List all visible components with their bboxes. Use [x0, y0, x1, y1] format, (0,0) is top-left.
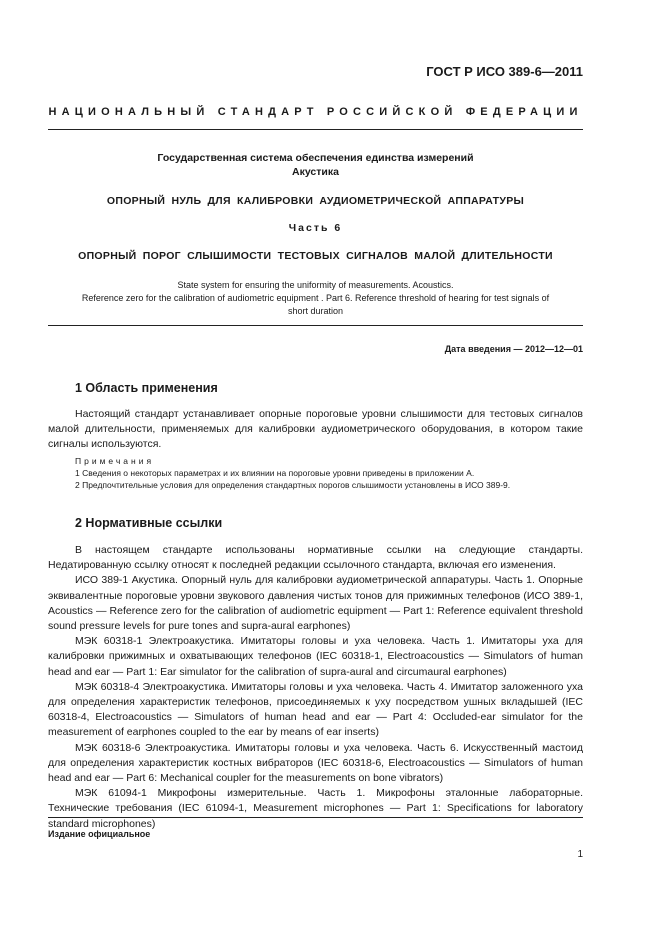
acoustics-title: Акустика — [292, 166, 339, 178]
english-title-line-2: Reference zero for the calibration of audiometric equipment . Part 6. Reference threshold of hearing for test signals of — [81, 293, 550, 303]
main-title: ОПОРНЫЙ НУЛЬ ДЛЯ КАЛИБРОВКИ АУДИОМЕТРИЧЕСКОЙ АППАРАТУРЫ — [106, 195, 525, 207]
section-1-paragraph: Настоящий стандарт устанавливает опорные пороговые уровни слышимости для тестовых сигналов малой длительности, применяемых для калибровки аудиометрического оборудования, в котором такие сигналы используются. — [48, 408, 583, 451]
notes-block — [48, 467, 583, 491]
reference-iec-61094-1: МЭК 61094-1 Микрофоны измерительные. Часть 1. Микрофоны эталонные лабораторные. Технические требования (IEC 61094-1, Measurement microphones — Part 1: Specifications for laboratory standard microphones) — [48, 787, 583, 830]
gost-number: ГОСТ Р ИСО 389-6—2011 — [426, 64, 583, 79]
part-title: Часть 6 — [288, 222, 343, 234]
footer-rule — [48, 817, 583, 818]
note-2: 2 Предпочтительные условия для определения стандартных порогов слышимости установлены в ИСО 389-9. — [75, 480, 511, 490]
reference-iso-389-1: ИСО 389-1 Акустика. Опорный нуль для калибровки аудиометрической аппаратуры. Часть 1. Опорные эквивалентные пороговые уровни звукового давления чистых тонов для прижимных телефонов (ИСО 389-1, Acoustics — Reference zero for the calibration of audiometric equipment — Part 1: Reference equivalent threshold sound pressure levels for pure tones and supra-aural earphones) — [48, 574, 583, 633]
notes-heading: Примечания — [75, 456, 155, 466]
title-rule — [48, 325, 583, 326]
system-title — [48, 151, 583, 179]
reference-iec-60318-1: МЭК 60318-1 Электроакустика. Имитаторы головы и уха человека. Часть 1. Имитаторы уха для калибровки прижимных и охватывающих телефонов (IEC 60318-1, Electroacoustics — Simulators of human head and ear — Part 1: Ear simulator for the calibration of supra-aural and circumaural earphones) — [48, 635, 583, 678]
official-edition: Издание официальное — [48, 829, 151, 839]
subtitle: ОПОРНЫЙ ПОРОГ СЛЫШИМОСТИ ТЕСТОВЫХ СИГНАЛОВ МАЛОЙ ДЛИТЕЛЬНОСТИ — [78, 250, 553, 262]
section-1-heading: 1 Область применения — [75, 381, 218, 395]
national-standard-banner: НАЦИОНАЛЬНЫЙ СТАНДАРТ РОССИЙСКОЙ ФЕДЕРАЦИИ — [48, 106, 583, 118]
english-title-line-1: State system for ensuring the uniformity of measurements. Acoustics. — [177, 280, 454, 290]
intro-date: Дата введения — 2012—12—01 — [444, 344, 583, 354]
header-rule — [48, 129, 583, 130]
english-title-line-3: short duration — [287, 306, 344, 316]
section-1-text — [48, 407, 583, 453]
note-1: 1 Сведения о некоторых параметрах и их влиянии на пороговые уровни приведены в приложении А. — [75, 468, 475, 478]
page-number: 1 — [577, 849, 583, 860]
section-2-text — [48, 543, 583, 832]
references-intro: В настоящем стандарте использованы нормативные ссылки на следующие стандарты. Недатированную ссылку относят к последней редакции ссылочного стандарта, включая его изменения. — [48, 544, 583, 572]
english-title — [48, 279, 583, 318]
section-2-heading: 2 Нормативные ссылки — [75, 516, 223, 530]
reference-iec-60318-6: МЭК 60318-6 Электроакустика. Имитаторы головы и уха человека. Часть 6. Искусственный мастоид для определения характеристик костных вибраторов (IEC 60318-6, Electroacoustics — Simulators of human head and ear — Part 6: Mechanical coupler for the measurements on bone vibrators) — [48, 741, 583, 785]
reference-iec-60318-4: МЭК 60318-4 Электроакустика. Имитаторы головы и уха человека. Часть 4. Имитатор заложенного уха для определения характеристик телефонов, присоединяемых к уху посредством ушных вкладышей (IEC 60318-4, Electroacoustics — Simulators of human head and ear — Part 4: Occluded-ear simulator for the measurement of earphones coupled to the ear by means of ear inserts) — [48, 680, 583, 739]
system-title-line: Государственная система обеспечения единства измерений — [157, 152, 474, 164]
